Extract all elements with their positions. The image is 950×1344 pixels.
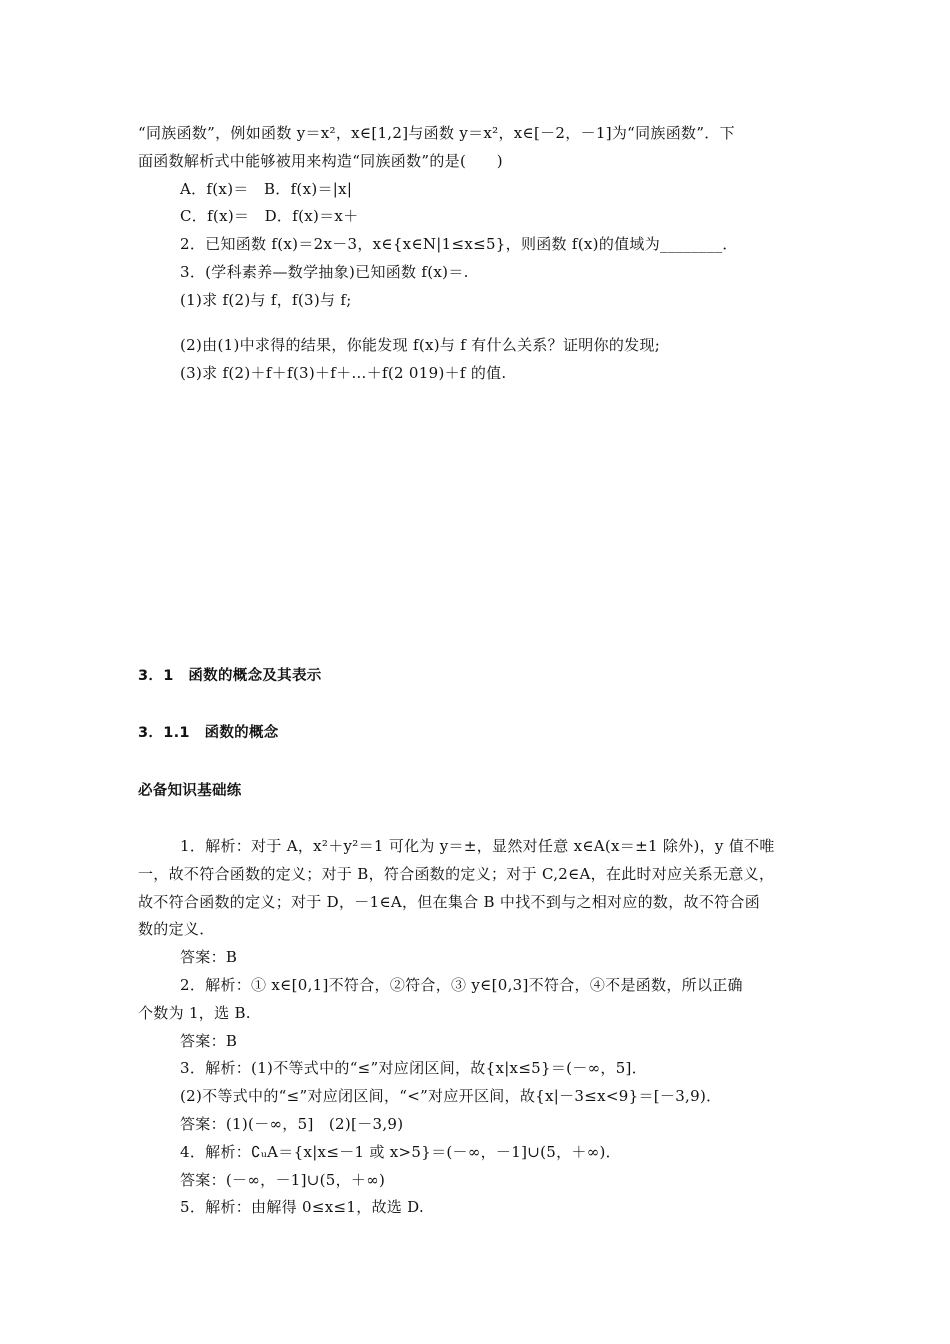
answer-line-8: 答案：B (180, 1032, 238, 1050)
exercise-2: 2．已知函数 f(x)＝2x－3，x∈{x∈N|1≤x≤5}，则函数 f(x)的值域为________． (180, 235, 738, 253)
exercise-line-1: “同族函数”，例如函数 y＝x²，x∈[1,2]与函数 y＝x²，x∈[－2，－1]为“同族函数”．下 (138, 124, 735, 142)
answer-line-14: 5．解析：由解得 0≤x≤1，故选 D. (180, 1198, 425, 1216)
answer-line-2: 一，故不符合函数的定义；对于 B，符合函数的定义；对于 C,2∈A，在此时对应关系无意义， (138, 865, 775, 883)
answer-line-3: 故不符合函数的定义；对于 D，－1∈A，但在集合 B 中找不到与之相对应的数，故不符合函 (138, 893, 761, 911)
exercise-3-part-3: (3)求 f(2)＋f＋f(3)＋f＋…＋f(2 019)＋f 的值. (180, 364, 507, 382)
option-line-ab: A．f(x)＝ B．f(x)＝|x| (180, 180, 353, 198)
answer-line-4: 数的定义． (138, 920, 215, 938)
subsection-heading: 3．1.1 函数的概念 (138, 725, 279, 741)
practice-heading: 必备知识基础练 (138, 783, 242, 799)
exercise-3-part-1: (1)求 f(2)与 f，f(3)与 f; (180, 291, 352, 309)
answer-line-10: (2)不等式中的“≤”对应闭区间，“<”对应开区间，故{x|－3≤x<9}＝[－3,9)． (180, 1087, 722, 1105)
exercise-3-part-2: (2)由(1)中求得的结果，你能发现 f(x)与 f 有什么关系？证明你的发现; (180, 336, 661, 354)
answer-line-5: 答案：B (180, 948, 238, 966)
answer-line-12: 4．解析：∁ᵤA＝{x|x≤－1 或 x>5}＝(－∞，－1]∪(5，＋∞)． (180, 1143, 621, 1161)
answer-line-11: 答案：(1)(－∞，5] (2)[－3,9) (180, 1115, 404, 1133)
exercise-3: 3．(学科素养—数学抽象)已知函数 f(x)＝. (180, 263, 469, 281)
section-heading: 3．1 函数的概念及其表示 (138, 668, 322, 684)
answer-line-9: 3．解析：(1)不等式中的“≤”对应闭区间，故{x|x≤5}＝(－∞，5]． (180, 1059, 648, 1077)
answer-line-13: 答案：(－∞，－1]∪(5，＋∞) (180, 1171, 386, 1189)
exercise-line-2: 面函数解析式中能够被用来构造“同族函数”的是( ) (138, 152, 503, 170)
answer-line-7: 个数为 1，选 B. (138, 1004, 251, 1022)
answer-line-1: 1．解析：对于 A，x²＋y²＝1 可化为 y＝±，显然对任意 x∈A(x＝±1 除外)，y 值不唯 (180, 837, 775, 855)
option-line-cd: C．f(x)＝ D．f(x)＝x＋ (180, 207, 359, 225)
answer-line-6: 2．解析：① x∈[0,1]不符合，②符合，③ y∈[0,3]不符合，④不是函数，所以正确 (180, 976, 743, 994)
